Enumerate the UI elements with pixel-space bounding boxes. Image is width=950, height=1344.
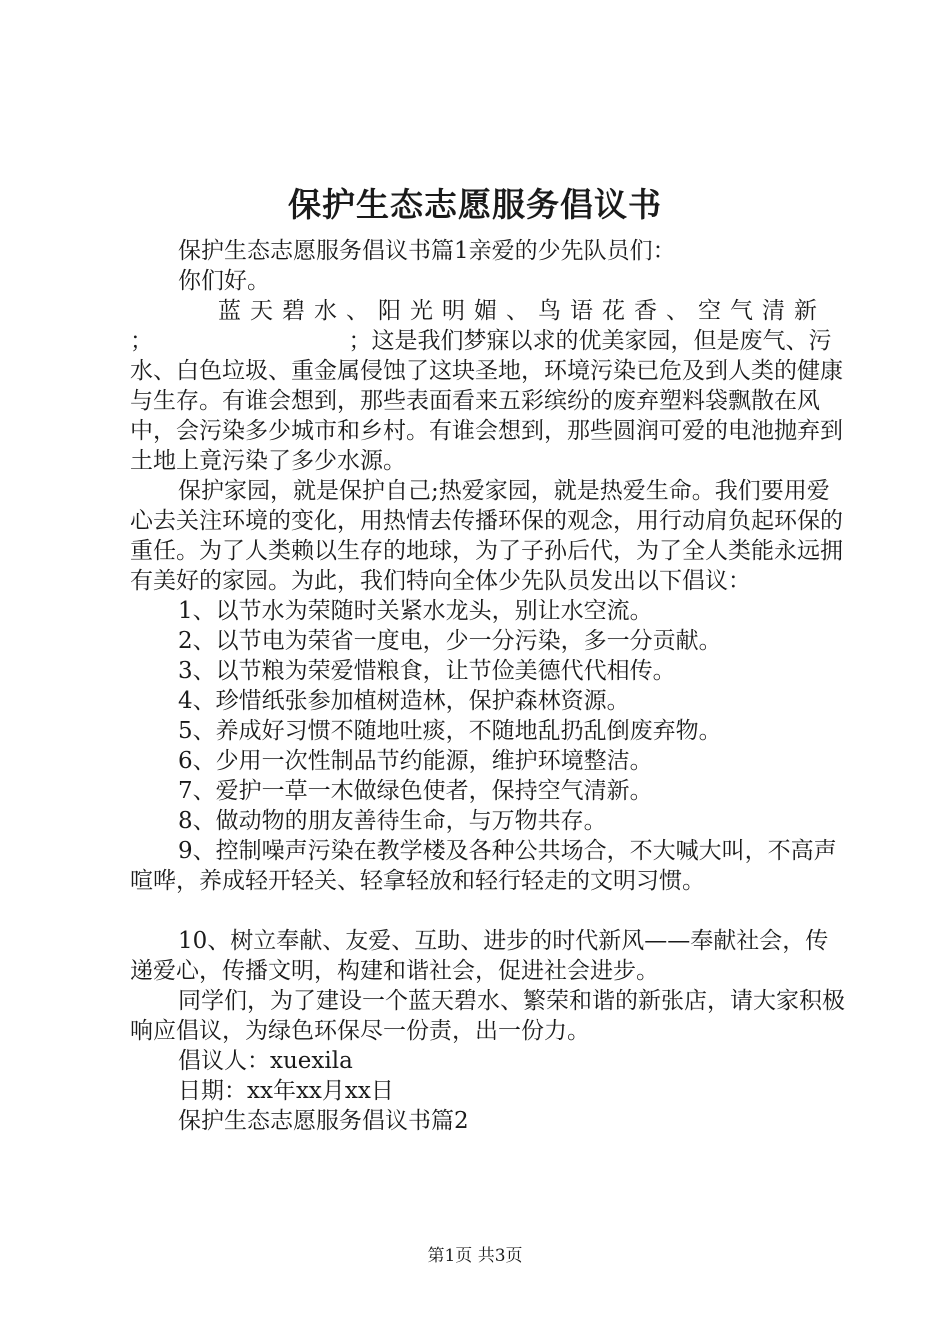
date-line: 日期：xx年xx月xx日 [178, 1078, 394, 1104]
signer-line: 倡议人：xuexila [178, 1048, 353, 1074]
list-item-1: 1、以节水为荣随时关紧水龙头，别让水空流。 [178, 598, 653, 624]
list-item-7: 7、爱护一草一木做绿色使者，保持空气清新。 [178, 778, 653, 804]
paragraph-pollution: ； ；这是我们梦寐以求的优美家园，但是废气、污水、白色垃圾、重金属侵蚀了这块圣地，环境污染已危及到人类的健康与生存。有谁会想到，那些表面看来五彩缤纷的废弃塑料袋飘散在风中，会污染多少城市和乡村。有谁会想到，那些圆润可爱的电池抛弃到土地上竟污染了多少水源。 [130, 328, 843, 474]
paragraph-scenery-line: 蓝天碧水、阳光明媚、鸟语花香、空气清新 [218, 298, 826, 324]
list-item-4: 4、珍惜纸张参加植树造林，保护森林资源。 [178, 688, 630, 714]
page-footer: 第1页 共3页 [427, 1246, 523, 1266]
document-title: 保护生态志愿服务倡议书 [288, 185, 662, 224]
next-section-title: 保护生态志愿服务倡议书篇2 [178, 1108, 469, 1134]
paragraph-closing: 同学们，为了建设一个蓝天碧水、繁荣和谐的新张店，请大家积极响应倡议，为绿色环保尽一份责，出一份力。 [130, 988, 845, 1044]
list-item-8: 8、做动物的朋友善待生命，与万物共存。 [178, 808, 607, 834]
list-item-6: 6、少用一次性制品节约能源，维护环境整洁。 [178, 748, 653, 774]
paragraph-spacer [130, 896, 850, 926]
paragraph-hello: 你们好。 [178, 268, 270, 294]
list-item-5: 5、养成好习惯不随地吐痰，不随地乱扔乱倒废弃物。 [178, 718, 722, 744]
list-item-9: 9、控制噪声污染在教学楼及各种公共场合，不大喊大叫，不高声喧哗，养成轻开轻关、轻拿轻放和轻行轻走的文明习惯。 [130, 838, 837, 894]
paragraph-call-to-action: 保护家园，就是保护自己;热爱家园，就是热爱生命。我们要用爱心去关注环境的变化，用热情去传播环保的观念，用行动肩负起环保的重任。为了人类赖以生存的地球，为了子孙后代，为了全人类能永远拥有美好的家园。为此，我们特向全体少先队员发出以下倡议： [130, 478, 843, 594]
list-item-3: 3、以节粮为荣爱惜粮食，让节俭美德代代相传。 [178, 658, 676, 684]
document-body [130, 236, 850, 1136]
list-item-10: 10、树立奉献、友爱、互助、进步的时代新风——奉献社会，传递爱心，传播文明，构建和谐社会，促进社会进步。 [130, 928, 829, 984]
list-item-2: 2、以节电为荣省一度电，少一分污染，多一分贡献。 [178, 628, 722, 654]
paragraph-greeting: 保护生态志愿服务倡议书篇1亲爱的少先队员们： [178, 238, 676, 264]
